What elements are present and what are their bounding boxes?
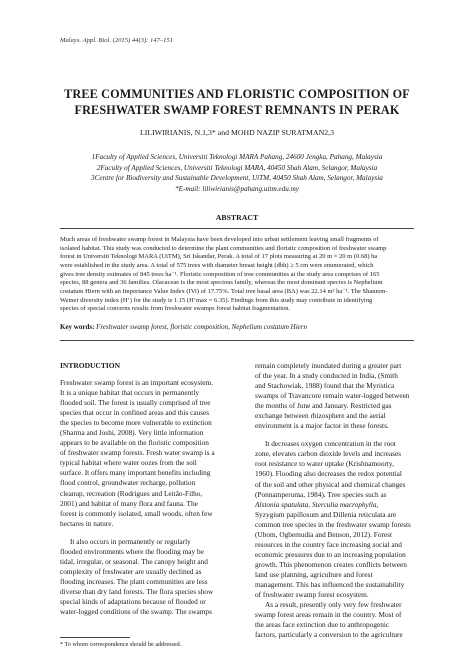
body-line: the months of June and January. Restricted gas — [255, 401, 392, 411]
abstract-top-rule — [60, 228, 414, 229]
footnote-rule — [60, 637, 130, 638]
body-line: swamp forest areas remain in the country. Most of — [255, 610, 402, 620]
introduction-heading: INTRODUCTION — [60, 361, 121, 370]
left-column — [60, 378, 228, 617]
abstract-heading: ABSTRACT — [215, 213, 259, 222]
body-line: of the soil and other physical and chemical changes — [255, 479, 406, 489]
affiliation-2: 2Faculty of Applied Sciences, Universiti Teknologi MARA, 40450 Shah Alam, Selangor, Malaysia — [96, 163, 378, 172]
body-line: exchange between rhizosphere and the aerial — [255, 411, 386, 421]
abstract-line: species, 88 genera and 36 families. Olacaceae is the most specious family, whereas the most dominant species is Nephelium — [60, 279, 383, 287]
body-line: root resistance to water uptake (Krishnamoorty, — [255, 459, 394, 469]
abstract-line: Much areas of freshwater swamp forest in Malaysia have been developed into urban settlement leaving small fragments of — [60, 236, 379, 243]
abstract-line: Weiner diversity index (H’) for the study is 1.15 (H’max = 6.35). Findings from this study may contribute in identifying — [60, 296, 373, 304]
body-line: environment is a major factor in these forests. — [255, 421, 389, 431]
body-line: Freshwater swamp forest is an important ecosystem. — [60, 378, 213, 387]
abstract-line: were established in the study area. A total of 575 trees with diameter breast height (dbh) ≥ 5 cm were enumerated, which — [60, 261, 374, 269]
running-head: Malays. Appl. Biol. (2015) 44(3): 147–151 — [60, 37, 174, 44]
body-line: It decreases oxygen concentration in the root — [265, 439, 396, 449]
abstract-line: species of special concerns results from freshwater swamps forest habitat fragmentation. — [60, 305, 291, 313]
body-line: swamps of Travancore remain water-logged between — [255, 391, 410, 401]
body-line: It also occurs in permanently or regularly — [70, 536, 191, 546]
body-line: common tree species in the freshwater swamp forests — [255, 519, 411, 529]
keywords-bottom-rule — [60, 340, 414, 341]
body-line: hectares in nature. — [60, 518, 114, 528]
body-line: special kinds of adaptations because of flooded or — [60, 596, 206, 606]
body-line: and Stachowiak, 1988) found that the Myristica — [255, 381, 395, 391]
body-line: of the year. In a study conducted in India, (Smith — [255, 371, 398, 381]
body-line: remain completely inundated during a greater part — [255, 361, 402, 370]
contact-email: *E-mail: liliwirianis@pahang.uitm.edu.my — [174, 184, 299, 193]
body-line: species that occur in confined areas and this causes — [60, 408, 210, 418]
body-line: zone, elevates carbon dioxide levels and increases — [255, 449, 402, 459]
body-line: flooded soil. The forest is usually comprised of tree — [60, 398, 211, 408]
keywords-label: Key words: — [60, 323, 95, 331]
body-line: flood control, groundwater recharge, pollution — [60, 478, 196, 488]
abstract-line: isolated habitat. This study was conducted to determine the plant communities and floristic composition of freshwater swamp — [60, 244, 387, 252]
body-line: resources in the country face increasing social and — [255, 539, 402, 549]
body-line: water-logged conditions of the swamp. The swamps — [60, 607, 212, 617]
body-line: factors, particularly a conversion to the agriculture — [255, 630, 403, 640]
paragraph-gap — [60, 529, 228, 537]
keywords — [60, 323, 414, 331]
body-line: (Sharma and Joshi, 2008). Very little information — [60, 428, 204, 438]
body-line: the areas face extinction due to anthropogenic — [255, 620, 390, 630]
body-line: flooding increases. The plant communities are less — [60, 576, 208, 586]
body-line: (Ponnamperuma, 1984). Tree species such as — [255, 489, 387, 499]
body-line: It is a unique habitat that occurs in permanently — [60, 388, 200, 398]
right-column — [255, 361, 423, 640]
body-line: appears to be available on the floristic composition — [60, 438, 209, 448]
body-line: As a result, presently only very few freshwater — [265, 600, 402, 610]
affiliations — [40, 152, 434, 194]
body-line: surface. It offers many important benefits including — [60, 468, 211, 478]
body-line: 1960). Flooding also decreases the redox potential — [255, 469, 402, 479]
body-line: of freshwater swamp forests. Fresh water swamp is a — [60, 448, 215, 458]
body-line: typical habitat where water oozes from the soil — [60, 458, 197, 468]
abstract-line: costatum Hiern with an Importance Value Index (IVi) of 17.75%. Total tree basal area (BA) was 22.14 m² ha⁻¹. The Shannon- — [60, 287, 388, 295]
affiliation-1: 1Faculty of Applied Sciences, Universiti Teknologi MARA Pahang, 24600 Jengka, Pahang, Malaysia — [91, 153, 383, 161]
abstract-body — [60, 236, 414, 314]
body-line: flooded environments where the flooding may be — [60, 546, 204, 556]
body-line: the species to become more vulnerable to extinction — [60, 418, 212, 428]
body-line: complexity of freshwater are usually declined as — [60, 566, 202, 576]
body-line: 2001) and habitat of many flora and fauna. The — [60, 498, 198, 508]
body-line: cleanup, recreation (Rodrigues and Leitão-Filho, — [60, 488, 203, 498]
abstract-line: forest in Universiti Teknologi MARA (UiTM), Sri Iskandar, Perak. A total of 17 plots measuring at 20 m × 20 m (0.68) ha — [60, 253, 378, 261]
body-line: management. This has influenced the sustainability — [255, 579, 405, 589]
body-line: economic pressures due to an increasing population — [255, 549, 406, 559]
body-line: forest is commonly isolated, small woods, often few — [60, 508, 213, 518]
body-line: growth. This phenomenon creates conflicts between — [255, 559, 407, 569]
affiliation-3: 3Centre for Biodiversity and Sustainable Development, UiTM, 40450 Shah Alam, Selangor, Malaysia — [91, 174, 383, 183]
article-title: TREE COMMUNITIES AND FLORISTIC COMPOSITION OF FRESHWATER SWAMP FOREST REMNANTS IN PERAK — [64, 87, 410, 117]
body-line: Alstonia spatulata, Sterculia macrophylla, — [255, 499, 379, 509]
footnote: * To whom correspondence should be addressed. — [60, 641, 182, 648]
body-line: tidal, irregular, or seasonal. The canopy height and — [60, 556, 208, 566]
author-list: LILIWIRIANIS, N.1,3* and MOHD NAZIP SURATMAN2,3 — [140, 128, 334, 137]
paragraph-gap — [255, 431, 423, 439]
body-line: of freshwater swamp forest ecosystem. — [255, 590, 369, 600]
abstract-line: gives tree density estimates of 845 trees ha⁻¹. Floristic composition of tree communities at the study area comprises of 165 — [60, 270, 380, 278]
keywords-text: Freshwater swamp forest, floristic composition, Nephelium costatum Hiern — [96, 323, 308, 331]
body-line: diverse than dry land forests. The flora species show — [60, 586, 214, 596]
body-line: land use planning, agriculture and forest — [255, 569, 373, 579]
body-line: (Ubom, Ogbemudia and Benson, 2012). Forest — [255, 529, 393, 539]
body-line: Syzygium papillosum and Dillenia reticulata are — [255, 509, 397, 519]
